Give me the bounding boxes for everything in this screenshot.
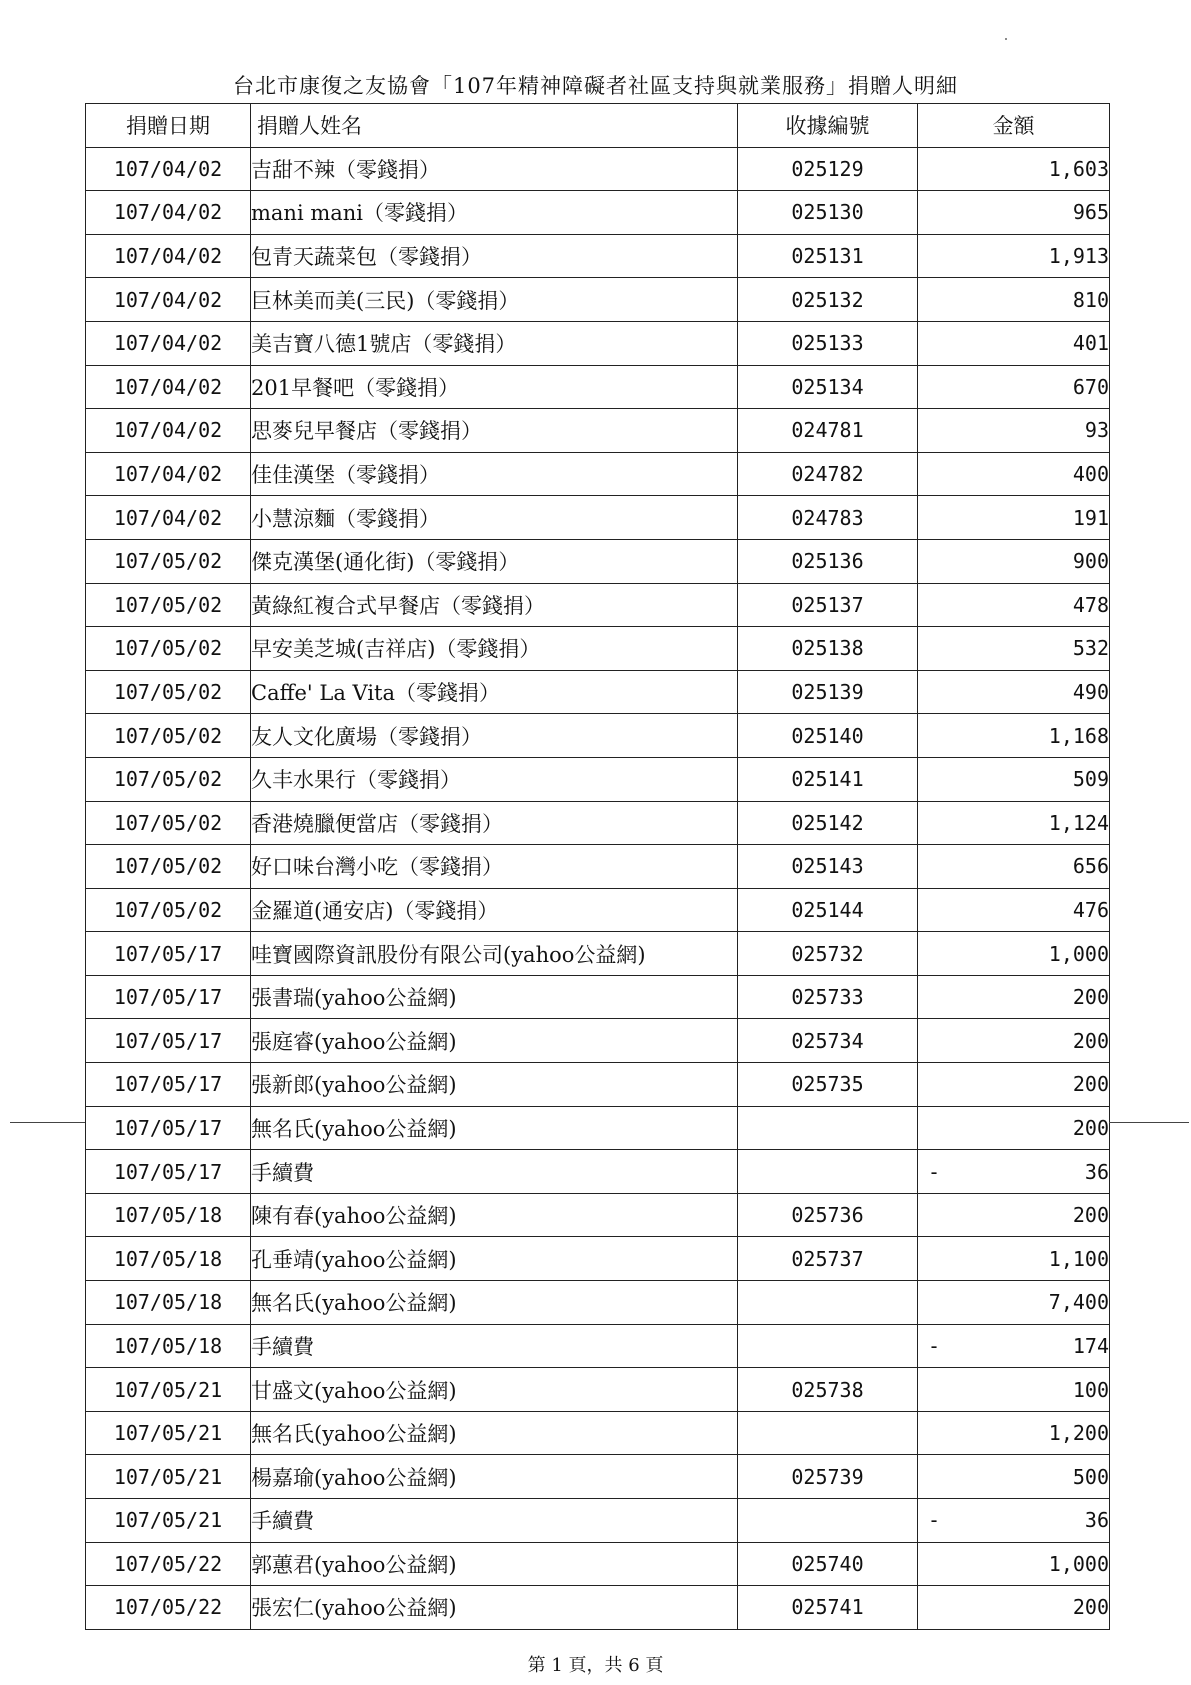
- amount-cell: [918, 234, 1110, 278]
- date-cell: 107/05/02: [86, 670, 251, 714]
- receipt-number-cell: [738, 1281, 918, 1325]
- donor-name-cell: mani mani（零錢捐）: [251, 191, 738, 235]
- donor-name-cell: 佳佳漢堡（零錢捐）: [251, 452, 738, 496]
- table-row: [86, 1455, 1110, 1499]
- amount-value: 401: [1072, 331, 1109, 356]
- amount-value: 200: [1072, 1072, 1109, 1097]
- date-cell: 107/05/17: [86, 1019, 251, 1063]
- receipt-number-cell: 025740: [738, 1542, 918, 1586]
- receipt-number-cell: 025737: [738, 1237, 918, 1281]
- amount-cell: [918, 1150, 1110, 1194]
- date-cell: 107/05/02: [86, 714, 251, 758]
- date-cell: 107/05/02: [86, 888, 251, 932]
- donor-name-cell: 巨林美而美(三民)（零錢捐）: [251, 278, 738, 322]
- donor-name-cell: 友人文化廣場（零錢捐）: [251, 714, 738, 758]
- amount-cell: [918, 888, 1110, 932]
- donor-name-cell: 張書瑞(yahoo公益網): [251, 975, 738, 1019]
- receipt-number-cell: 025733: [738, 975, 918, 1019]
- amount-cell: [918, 1019, 1110, 1063]
- receipt-number-cell: 025739: [738, 1455, 918, 1499]
- table-row: [86, 409, 1110, 453]
- amount-value: 670: [1072, 374, 1109, 399]
- date-cell: 107/05/02: [86, 627, 251, 671]
- scan-line-right: [1109, 1122, 1189, 1123]
- amount-value: 1,200: [1048, 1421, 1109, 1446]
- table-row: [86, 1324, 1110, 1368]
- amount-cell: [918, 496, 1110, 540]
- receipt-number-cell: 025736: [738, 1193, 918, 1237]
- amount-value: 1,100: [1048, 1246, 1109, 1271]
- receipt-number-cell: [738, 1411, 918, 1455]
- amount-value: 200: [1072, 1595, 1109, 1620]
- donor-name-cell: 小慧涼麵（零錢捐）: [251, 496, 738, 540]
- amount-value: 36: [1084, 1508, 1109, 1533]
- receipt-number-cell: [738, 1324, 918, 1368]
- amount-value: 478: [1072, 592, 1109, 617]
- table-row: [86, 191, 1110, 235]
- donor-name-cell: 美吉寶八德1號店（零錢捐）: [251, 321, 738, 365]
- amount-value: 810: [1072, 287, 1109, 312]
- amount-value: 900: [1072, 549, 1109, 574]
- amount-cell: [918, 1368, 1110, 1412]
- amount-cell: [918, 845, 1110, 889]
- table-row: [86, 1063, 1110, 1107]
- table-row: [86, 278, 1110, 322]
- date-cell: 107/05/18: [86, 1193, 251, 1237]
- date-cell: 107/05/02: [86, 801, 251, 845]
- table-row: [86, 1019, 1110, 1063]
- donor-name-cell: 傑克漢堡(通化街)（零錢捐）: [251, 539, 738, 583]
- receipt-number-cell: 025734: [738, 1019, 918, 1063]
- donor-name-cell: 吉甜不辣（零錢捐）: [251, 147, 738, 191]
- donor-name-cell: 張新郎(yahoo公益網): [251, 1063, 738, 1107]
- amount-cell: [918, 1542, 1110, 1586]
- amount-value: 400: [1072, 462, 1109, 487]
- donor-name-cell: 早安美芝城(吉祥店)（零錢捐）: [251, 627, 738, 671]
- receipt-number-cell: [738, 1106, 918, 1150]
- donor-name-cell: 郭蕙君(yahoo公益網): [251, 1542, 738, 1586]
- negative-sign: -: [928, 1333, 941, 1358]
- receipt-number-cell: 024783: [738, 496, 918, 540]
- donor-name-cell: 陳有春(yahoo公益網): [251, 1193, 738, 1237]
- amount-cell: [918, 975, 1110, 1019]
- scan-line-left: [10, 1122, 85, 1123]
- date-cell: 107/05/17: [86, 1063, 251, 1107]
- amount-cell: [918, 1455, 1110, 1499]
- donor-name-cell: 甘盛文(yahoo公益網): [251, 1368, 738, 1412]
- table-row: [86, 452, 1110, 496]
- amount-value: 100: [1072, 1377, 1109, 1402]
- scan-speck: [1005, 38, 1007, 40]
- date-cell: 107/05/21: [86, 1455, 251, 1499]
- date-cell: 107/04/02: [86, 278, 251, 322]
- donor-name-cell: 無名氏(yahoo公益網): [251, 1281, 738, 1325]
- receipt-number-cell: 025138: [738, 627, 918, 671]
- receipt-number-cell: 025735: [738, 1063, 918, 1107]
- donor-name-cell: 思麥兒早餐店（零錢捐）: [251, 409, 738, 453]
- header-donor-name: 捐贈人姓名: [251, 104, 738, 148]
- table-row: [86, 321, 1110, 365]
- amount-value: 200: [1072, 1115, 1109, 1140]
- donor-name-cell: 楊嘉瑜(yahoo公益網): [251, 1455, 738, 1499]
- amount-cell: [918, 627, 1110, 671]
- amount-cell: [918, 1281, 1110, 1325]
- receipt-number-cell: 024782: [738, 452, 918, 496]
- amount-cell: [918, 583, 1110, 627]
- amount-cell: [918, 1499, 1110, 1543]
- table-row: [86, 583, 1110, 627]
- date-cell: 107/04/02: [86, 365, 251, 409]
- header-amount: 金額: [918, 104, 1110, 148]
- amount-cell: [918, 191, 1110, 235]
- donor-name-cell: 好口味台灣小吃（零錢捐）: [251, 845, 738, 889]
- amount-value: 476: [1072, 897, 1109, 922]
- date-cell: 107/05/21: [86, 1368, 251, 1412]
- date-cell: 107/05/02: [86, 757, 251, 801]
- amount-value: 174: [1072, 1333, 1109, 1358]
- amount-value: 93: [1084, 418, 1109, 443]
- amount-cell: [918, 1193, 1110, 1237]
- receipt-number-cell: 025134: [738, 365, 918, 409]
- amount-cell: [918, 757, 1110, 801]
- amount-value: 1,168: [1048, 723, 1109, 748]
- date-cell: 107/05/21: [86, 1499, 251, 1543]
- table-row: [86, 714, 1110, 758]
- amount-cell: [918, 321, 1110, 365]
- amount-cell: [918, 1106, 1110, 1150]
- amount-value: 191: [1072, 505, 1109, 530]
- amount-cell: [918, 278, 1110, 322]
- amount-value: 7,400: [1048, 1290, 1109, 1315]
- table-row: [86, 496, 1110, 540]
- amount-value: 532: [1072, 636, 1109, 661]
- table-row: [86, 670, 1110, 714]
- table-header-row: [86, 104, 1110, 148]
- amount-value: 500: [1072, 1464, 1109, 1489]
- table-row: [86, 1106, 1110, 1150]
- table-row: [86, 234, 1110, 278]
- table-row: [86, 757, 1110, 801]
- amount-cell: [918, 452, 1110, 496]
- receipt-number-cell: 025132: [738, 278, 918, 322]
- page-footer: 第 1 頁，共 6 頁: [527, 1655, 664, 1676]
- donor-table: [85, 103, 1110, 1630]
- date-cell: 107/05/21: [86, 1411, 251, 1455]
- amount-cell: [918, 365, 1110, 409]
- amount-value: 509: [1072, 767, 1109, 792]
- amount-cell: [918, 409, 1110, 453]
- receipt-number-cell: 024781: [738, 409, 918, 453]
- amount-value: 200: [1072, 1028, 1109, 1053]
- receipt-number-cell: 025141: [738, 757, 918, 801]
- amount-value: 36: [1084, 1159, 1109, 1184]
- date-cell: 107/04/02: [86, 409, 251, 453]
- receipt-number-cell: 025741: [738, 1586, 918, 1630]
- date-cell: 107/05/17: [86, 975, 251, 1019]
- amount-value: 1,000: [1048, 1551, 1109, 1576]
- receipt-number-cell: 025133: [738, 321, 918, 365]
- date-cell: 107/04/02: [86, 147, 251, 191]
- table-row: [86, 1281, 1110, 1325]
- table-row: [86, 365, 1110, 409]
- receipt-number-cell: 025738: [738, 1368, 918, 1412]
- donor-name-cell: 哇寶國際資訊股份有限公司(yahoo公益網): [251, 932, 738, 976]
- table-row: [86, 1237, 1110, 1281]
- date-cell: 107/04/02: [86, 452, 251, 496]
- table-row: [86, 539, 1110, 583]
- amount-cell: [918, 932, 1110, 976]
- amount-value: 200: [1072, 1203, 1109, 1228]
- donor-name-cell: 包青天蔬菜包（零錢捐）: [251, 234, 738, 278]
- date-cell: 107/05/02: [86, 845, 251, 889]
- receipt-number-cell: 025140: [738, 714, 918, 758]
- donor-name-cell: 手續費: [251, 1150, 738, 1194]
- table-row: [86, 627, 1110, 671]
- document-title: 台北市康復之友協會「107年精神障礙者社區支持與就業服務」捐贈人明細: [232, 74, 959, 98]
- receipt-number-cell: 025732: [738, 932, 918, 976]
- date-cell: 107/05/02: [86, 539, 251, 583]
- amount-cell: [918, 1063, 1110, 1107]
- negative-sign: -: [928, 1508, 941, 1533]
- amount-cell: [918, 1324, 1110, 1368]
- donor-name-cell: 張宏仁(yahoo公益網): [251, 1586, 738, 1630]
- amount-value: 1,124: [1048, 810, 1109, 835]
- amount-value: 200: [1072, 985, 1109, 1010]
- amount-value: 1,000: [1048, 941, 1109, 966]
- receipt-number-cell: 025130: [738, 191, 918, 235]
- table-row: [86, 1499, 1110, 1543]
- receipt-number-cell: 025137: [738, 583, 918, 627]
- date-cell: 107/05/18: [86, 1237, 251, 1281]
- table-row: [86, 1368, 1110, 1412]
- table-row: [86, 1586, 1110, 1630]
- amount-value: 490: [1072, 680, 1109, 705]
- table-row: [86, 1411, 1110, 1455]
- date-cell: 107/04/02: [86, 496, 251, 540]
- receipt-number-cell: 025142: [738, 801, 918, 845]
- date-cell: 107/05/17: [86, 1150, 251, 1194]
- donor-name-cell: 手續費: [251, 1499, 738, 1543]
- donor-name-cell: 無名氏(yahoo公益網): [251, 1106, 738, 1150]
- receipt-number-cell: [738, 1150, 918, 1194]
- amount-cell: [918, 714, 1110, 758]
- donor-name-cell: 香港燒臘便當店（零錢捐）: [251, 801, 738, 845]
- date-cell: 107/05/18: [86, 1324, 251, 1368]
- receipt-number-cell: 025144: [738, 888, 918, 932]
- donor-name-cell: 無名氏(yahoo公益網): [251, 1411, 738, 1455]
- header-date: 捐贈日期: [86, 104, 251, 148]
- receipt-number-cell: 025143: [738, 845, 918, 889]
- receipt-number-cell: [738, 1499, 918, 1543]
- date-cell: 107/05/17: [86, 1106, 251, 1150]
- donor-name-cell: 張庭睿(yahoo公益網): [251, 1019, 738, 1063]
- date-cell: 107/05/02: [86, 583, 251, 627]
- table-row: [86, 845, 1110, 889]
- amount-cell: [918, 147, 1110, 191]
- amount-value: 965: [1072, 200, 1109, 225]
- donor-name-cell: 久丰水果行（零錢捐）: [251, 757, 738, 801]
- date-cell: 107/04/02: [86, 191, 251, 235]
- receipt-number-cell: 025129: [738, 147, 918, 191]
- receipt-number-cell: 025139: [738, 670, 918, 714]
- amount-cell: [918, 1586, 1110, 1630]
- table-row: [86, 1542, 1110, 1586]
- table-row: [86, 1150, 1110, 1194]
- table-row: [86, 1193, 1110, 1237]
- table-row: [86, 975, 1110, 1019]
- header-receipt-number: 收據編號: [738, 104, 918, 148]
- table-row: [86, 888, 1110, 932]
- amount-value: 1,603: [1048, 156, 1109, 181]
- amount-cell: [918, 801, 1110, 845]
- donor-name-cell: 201早餐吧（零錢捐）: [251, 365, 738, 409]
- table-row: [86, 801, 1110, 845]
- date-cell: 107/05/22: [86, 1542, 251, 1586]
- donor-name-cell: 金羅道(通安店)（零錢捐）: [251, 888, 738, 932]
- amount-value: 656: [1072, 854, 1109, 879]
- table-row: [86, 932, 1110, 976]
- amount-cell: [918, 670, 1110, 714]
- amount-value: 1,913: [1048, 244, 1109, 269]
- date-cell: 107/05/18: [86, 1281, 251, 1325]
- amount-cell: [918, 539, 1110, 583]
- amount-cell: [918, 1411, 1110, 1455]
- receipt-number-cell: 025136: [738, 539, 918, 583]
- table-row: [86, 147, 1110, 191]
- amount-cell: [918, 1237, 1110, 1281]
- date-cell: 107/04/02: [86, 321, 251, 365]
- donor-name-cell: 孔垂靖(yahoo公益網): [251, 1237, 738, 1281]
- date-cell: 107/05/22: [86, 1586, 251, 1630]
- date-cell: 107/04/02: [86, 234, 251, 278]
- negative-sign: -: [928, 1159, 941, 1184]
- receipt-number-cell: 025131: [738, 234, 918, 278]
- donor-name-cell: Caffe' La Vita（零錢捐）: [251, 670, 738, 714]
- table-body: [86, 147, 1110, 1629]
- donor-name-cell: 黃綠紅複合式早餐店（零錢捐）: [251, 583, 738, 627]
- donor-name-cell: 手續費: [251, 1324, 738, 1368]
- date-cell: 107/05/17: [86, 932, 251, 976]
